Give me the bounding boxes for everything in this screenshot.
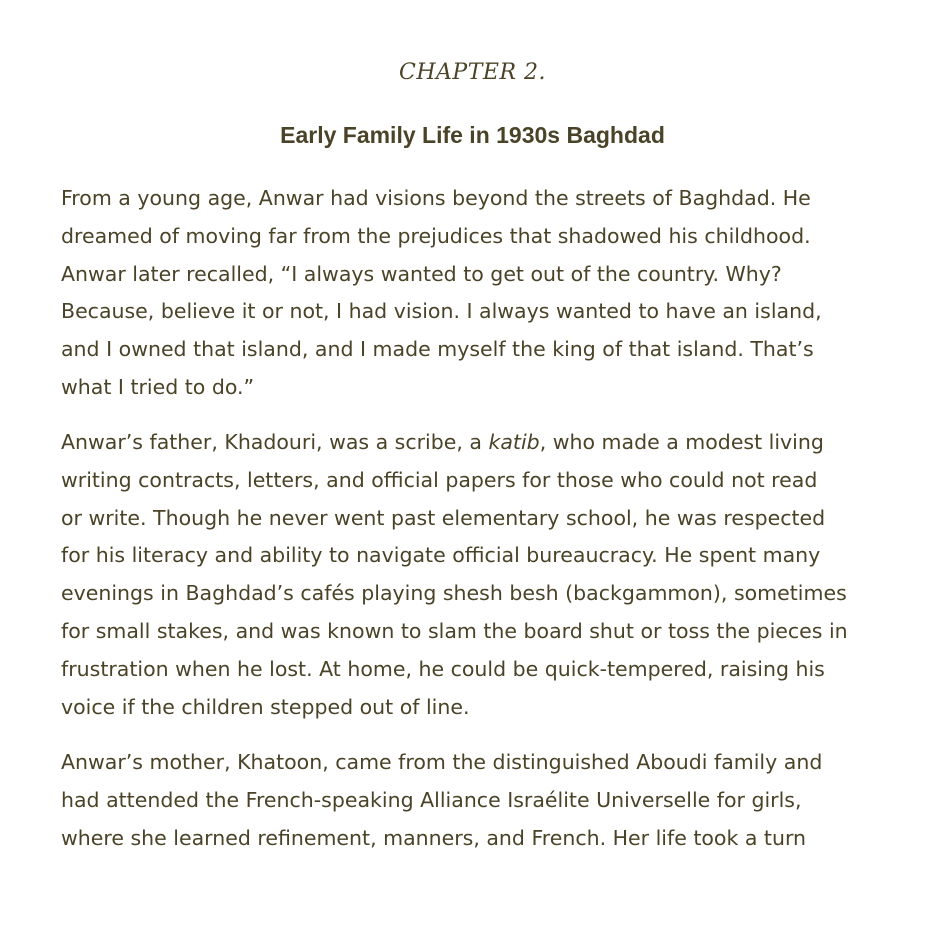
text-line: Anwar later recalled, “I always wanted to get out of the country. Why?: [61, 261, 782, 286]
paragraph-1: [61, 180, 901, 407]
text-line: [61, 424, 901, 462]
text-line: what I tried to do.”: [61, 374, 255, 399]
text-line: and I owned that island, and I made myself the king of that island. That’s: [61, 337, 814, 362]
chapter-title: Early Family Life in 1930s Baghdad: [280, 122, 665, 148]
paragraph-3: [61, 744, 901, 857]
text-line: for his literacy and ability to navigate official bureaucracy. He spent many: [61, 543, 821, 568]
text-line: or write. Though he never went past elementary school, he was respected: [61, 505, 826, 530]
text-line: evenings in Baghdad’s cafés playing shesh besh (backgammon), sometimes: [61, 581, 847, 606]
text-line: Because, believe it or not, I had vision. I always wanted to have an island,: [61, 299, 822, 324]
text-run: , who made a modest living: [539, 430, 824, 454]
text-run: Anwar’s father, Khadouri, was a scribe, a: [61, 430, 489, 454]
chapter-label: CHAPTER 2.: [399, 60, 546, 85]
paragraph-2: [61, 424, 901, 726]
text-line: frustration when he lost. At home, he could be quick-tempered, raising his: [61, 656, 825, 681]
text-line: where she learned refinement, manners, and French. Her life took a turn: [61, 825, 807, 850]
text-line: had attended the French-speaking Alliance Israélite Universelle for girls,: [61, 787, 802, 812]
text-line: dreamed of moving far from the prejudices that shadowed his childhood.: [61, 223, 811, 248]
text-line: From a young age, Anwar had visions beyond the streets of Baghdad. He: [61, 186, 811, 210]
italic-term: katib: [488, 430, 540, 454]
text-line: Anwar’s mother, Khatoon, came from the distinguished Aboudi family and: [61, 750, 823, 774]
text-line: for small stakes, and was known to slam the board shut or toss the pieces in: [61, 618, 848, 643]
text-line: writing contracts, letters, and official papers for those who could not read: [61, 467, 818, 492]
text-line: voice if the children stepped out of line.: [61, 694, 470, 719]
